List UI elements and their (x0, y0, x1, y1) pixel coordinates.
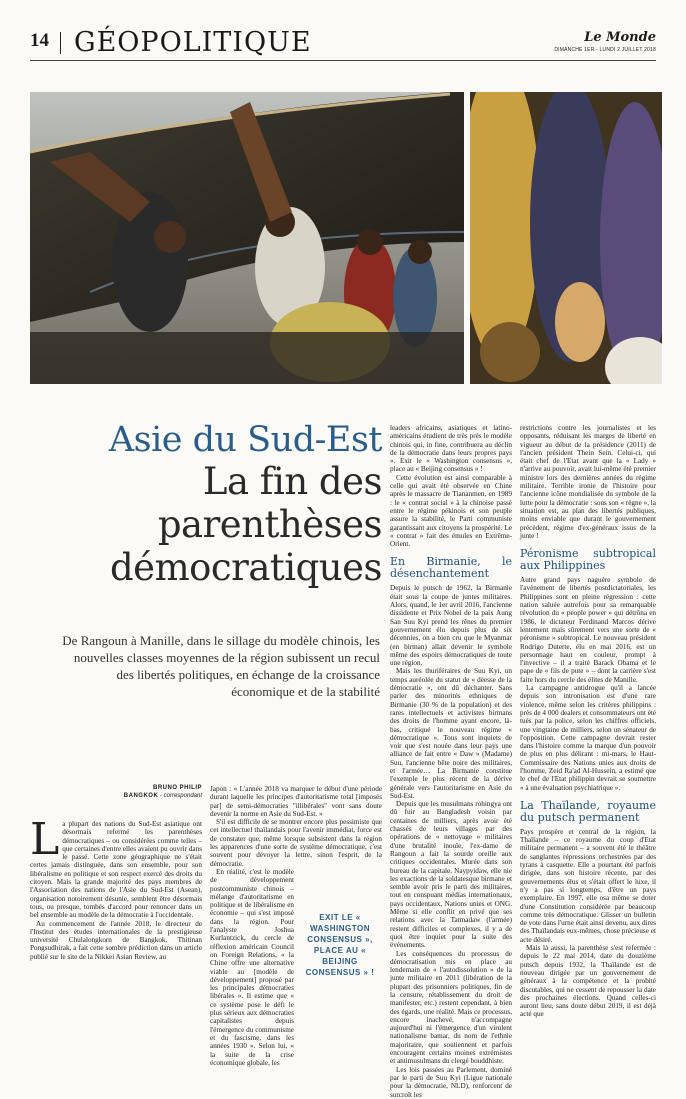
masthead-logo: Le Monde (584, 30, 656, 45)
article-kicker: Asie du Sud-Est (108, 420, 382, 460)
body-paragraph: leaders africains, asiatiques et latino-américains étudient de très près le modèle chinois qui, in fine, contribuera au déclin de la démocratie dans leurs propres pays ». Exit le « Washington consensus », place au « Beijing consensus » ! (390, 424, 512, 474)
body-paragraph: Depuis le putsch de 1962, la Birmanie était sous la coupe de juntes militaires. Alors, quand, le 1er avril 2016, l'ancienne dissidente et Prix Nobel de la paix Aung San Suu Kyi prend les rênes du premier gouvernement élu depuis plus de six décennies, on a bien cru que le Myanmar (en birman) allait devenir le symbole même des espoirs démocratiques de toute une région. (390, 584, 512, 668)
title-line: démocratiques (109, 546, 382, 589)
body-paragraph: S'il est difficile de se montrer encore plus pessimiste que cet intellectuel thaïlandais pour l'avenir immédiat, force est de constater que, même lorsque subsistent dans la région les apparences d'une sorte de système démocratique, c'est souvent pour dévoyer la lettre, sinon l'esprit, de la démocratie. (210, 818, 382, 868)
title-line: La fin des (202, 460, 382, 503)
byline-city: BANGKOK (123, 793, 159, 799)
body-paragraph: Autre grand pays naguère symbole de l'avènement de libertés postdictatoriales, les Philippines sont en pleine régression : cette nation saluée autrefois pour sa remarquable révolution du « people power » qui détrôna en 1986, le dictateur Ferdinand Marcos dérive lentement mais sûrement vers une sorte de « péronisme » subtropical. Le nouveau président Rodrigo Duterte, élu en mai 2016, est un personnage haut en couleur, prompt à l'invective – il a traité Barack Obama et le pape de « fils de pute » – dont la carrière s'est faite hors du cercle des élites de Manille. (520, 576, 656, 684)
title-line: parenthèses (157, 503, 382, 546)
body-paragraph: Cette évolution est ainsi comparable à celle qui avait été observée en Chine après le massacre de Tiananmen, en 1989 : le « contrat social » à la chinoise passé entre le régime pékinois et son peuple assure la stabilité, le Parti communiste garantissant aux citoyens la prospérité. Le « contrat » fait des émules en Extrême-Orient. (390, 473, 512, 549)
body-paragraph: En réalité, c'est le modèle de développement postcommuniste chinois – mélange d'autoritarisme en politique et de libéralisme en économie – qui s'est imposé dans la région. Pour l'analyste Joshua Kurlantzick, du cercle de réflexion américain Council on Foreign Relations, « la Chine offre une alternative viable au [modèle de développement] proposé par les principales démocraties libérales ». Il estime que « ce système pose le défi le plus sérieux aux démocraties capitalistes depuis l'émergence du communisme et du fascisme, dans les années 1930 ». Selon lui, « la suite de la crise économique globale, les (210, 867, 294, 1067)
body-paragraph: Les lois passées au Parlement, dominé par le parti de Suu Kyi (Ligue nationale pour la démocratie, NLD), renforcent de surcroît les (390, 1065, 512, 1099)
main-photo (30, 92, 464, 384)
body-paragraph: La plupart des nations du Sud-Est asiatique ont désormais refermé les parenthèses démocratiques – ou considérées comme telles – que certaines d'entre elles avaient pu ouvrir dans le passé. Cette zone géographique ne s'était certes jamais distinguée, dans son ensemble, pour son libéralisme en politique et son respect exercé des droits du citoyen. Mais la grande majorité des pays membres de l'Association des nations de l'Asie du Sud-Est (Asean), organisation notoirement désunie, semblent être désormais tous, ou presque, tombés d'accord pour renoncer dans un bel ensemble au modèle de la démocratie à l'occidentale. (30, 814, 202, 920)
body-paragraph: restrictions contre les journalistes et les opposants, réduisant les marges de liberté en vigueur au début de la présidence (2011) de l'ancien président Thein Sein. Celui-ci, qui était chef de l'Etat avant que la « Lady » n'arrive au pouvoir, avait lui-même été premier ministre lors des dernières années du régime militaire. Terrible ironie de l'histoire pour l'ancienne icône mondialisée du symbole de la lutte pour la démocratie : sous son « règne », la situation est, au plan des libertés publiques, moins enviable que durant le gouvernement précédent, régime d'ex-généraux issus de la junte ! (520, 424, 656, 540)
secondary-photo (470, 92, 662, 384)
subhead-philippines: Péronisme subtropical aux Philippines (520, 547, 656, 573)
byline-location: BANGKOK - correspondant (123, 793, 202, 799)
body-paragraph: Les conséquences du processus de démocratisation mis en place au lendemain de « l'autodissolution » de la junte militaire en 2011 (libération de la plupart des prisonniers politiques, fin de la censure, rétablissement du droit de manifester, etc.) restent cependant, à bien des égards, une réalité. Mais ce processus, encore inachevé, n'accompagne aujourd'hui ni l'émergence d'un virulent nationalisme bamar, du nom de l'ethnie majoritaire, que soutiennent et parfois encouragent certains moines extrémistes et antimusulmans du clergé bouddhiste. (390, 949, 512, 1066)
subhead-thailande: La Thaïlande, royaume du putsch permanent (520, 798, 656, 824)
boat-workers-illustration (30, 92, 464, 384)
women-group-illustration (470, 92, 662, 384)
body-column-1 (30, 814, 202, 961)
body-paragraph: Pays prospère et central de la région, la Thaïlande – ce royaume du coup d'Etat militaire permanent – a souvent été le théâtre de sanglantes répressions orchestrées par des tyrans à casquette. Elle a pourtant été parfois dirigée, dans son histoire récente, par des gouvernements élus et s'était offert le luxe, il n'y a pas si longtemps, d'être un pays exemplaire. En 1997, elle osa même se doter d'une Constitution considérée par beaucoup comme très démocratique. Glisser un bulletin de vote dans l'urne était ainsi devenu, aux dires des Thaïlandais eux-mêmes, chose précieuse et acte désiré. (520, 827, 656, 944)
byline-author: BRUNO PHILIP (152, 785, 202, 791)
section-title: GÉOPOLITIQUE (74, 27, 312, 58)
body-paragraph: Au commencement de l'année 2018, le directeur de l'Institut des études internationales de la prestigieuse université Chulalongkorn de Bangkok, Thitinan Pongsudhirak, a fait cette sombre prédiction dans un article publié sur le site de la Nikkei Asian Review, au (30, 919, 202, 961)
header-separator (60, 32, 61, 54)
body-column-4 (520, 424, 656, 1019)
body-paragraph: Mais là aussi, la parenthèse s'est refermée : depuis le 22 mai 2014, date du douzième putsch depuis 1932, la Thaïlande est de nouveau dirigée par un gouvernement de généraux à la compétence et la probité discutables, qui ne cessent de repousser la date des prochaines élections. Quand celles-ci auront lieu, sans doute début 2019, il est déjà acté que (520, 944, 656, 1019)
article-title (60, 460, 382, 589)
byline-role: correspondant (163, 793, 202, 799)
body-paragraph: Depuis que les musulmans rohingya ont dû fuir au Bangladesh voisin par centaines de milliers, après avoir été chassés de leurs villages par des opérations de « nettoyage » militaires d'une brutalité inouïe, l'ex-dame de Rangoun a fait la sourde oreille aux critiques occidentales. Murée dans son bureau de la capitale, Naypyidaw, elle nie les exactions de la soldatesque birmane et semble avoir pris le parti des militaires, tout en conspuant médias internationaux, pays occidentaux, Nations unies et ONG. Même si elle conflit en privé que ses relations avec la Tatmadaw (l'armée) restent difficiles et complexes, il y a de quoi être inquiet pour la suite des événements. (390, 800, 512, 950)
body-column-3 (390, 424, 512, 1099)
page-number: 14 (30, 30, 49, 51)
drop-cap: L (30, 814, 60, 865)
pull-quote: EXIT LE « WASHINGTON CONSENSUS », PLACE AU « BEIJING CONSENSUS » ! (305, 913, 375, 977)
article-deck: De Rangoun à Manille, dans le sillage du modèle chinois, les nouvelles classes moyennes de la région subissent un recul des libertés politiques, en échange de la croissance économique et de la stabilité (62, 633, 380, 699)
body-paragraph: Mais les thuriféraires de Suu Kyi, un temps auréolée du statut de « déesse de la démocratie », ont dû déchanter. Sans parler des minorités ethniques de Birmanie (30 % de la population) et des rares intellectuels et activistes birmans des droits de l'homme ayant encore, là-bas, critiqué le nouveau régime « démocratique ». Tous sont inquiets de voir que s'est nouée dans leur pays une alliance de fait entre « Daw » (Madame) Suu, l'ancienne bête noire des militaires, et l'armée… La Birmanie constitue l'exemple le plus récent de la dérive générale vers l'autoritarisme en Asie du Sud-Est. (390, 667, 512, 800)
header-rule (30, 60, 656, 61)
body-paragraph: Japon : « L'année 2018 va marquer le début d'une période durant laquelle les principes d'autoritarisme total [imposés par] de semi-démocraties "illibérales" vont sans doute devenir la norme en Asie du Sud-Est. » (210, 785, 382, 818)
subhead-birmanie: En Birmanie, le désenchantement (390, 555, 512, 581)
body-paragraph: La campagne antidrogue qu'il a lancée depuis son intronisation est d'une rare violence, même selon les critères philippins : près de 4 000 dealers et consommateurs ont été tués par la police, selon les chiffres officiels, une vingtaine de milliers, selon un sénateur de l'opposition. Cette campagne devrait rester dans l'histoire comme la marque d'un pouvoir de plus en plus délirant : mi-mars, le Haut-Commissaire des Nations unies aux droits de l'homme, Zeid Ra'ad Al-Hussein, a estimé que le chef de l'Etat philippin devrait se soumettre « à une évaluation psychiatrique ». (520, 684, 656, 792)
dateline: DIMANCHE 1ER - LUNDI 2 JUILLET 2018 (554, 47, 656, 53)
